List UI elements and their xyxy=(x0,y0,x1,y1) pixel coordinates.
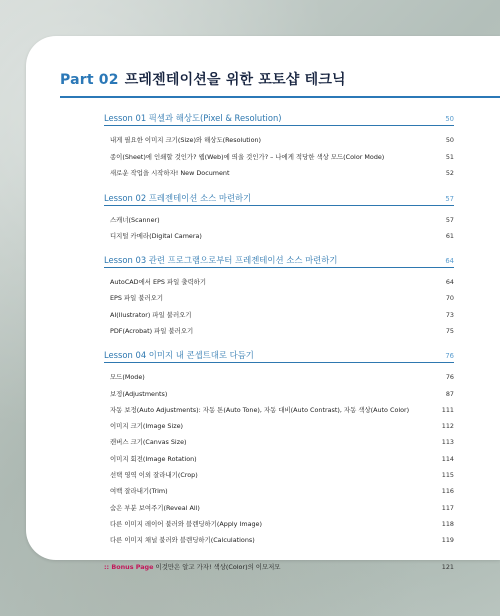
lesson-page: 57 xyxy=(445,194,454,203)
entry-page: 119 xyxy=(441,536,454,545)
toc-entry[interactable] xyxy=(110,532,454,548)
lesson-title: Lesson 03 관련 프로그램으로부터 프레젠테이션 소스 마련하기 xyxy=(104,255,338,266)
lesson-04 xyxy=(104,349,454,548)
lesson-title: Lesson 02 프레젠테이션 소스 마련하기 xyxy=(104,192,252,203)
entry-page: 117 xyxy=(441,503,454,512)
entry-page: 112 xyxy=(441,422,454,431)
toc-entry[interactable] xyxy=(110,467,454,483)
entry-label: PDF(Acrobat) 파일 불러오기 xyxy=(110,326,194,335)
toc-entry[interactable] xyxy=(110,386,454,402)
entry-page: 70 xyxy=(445,294,454,303)
entry-page: 61 xyxy=(445,231,454,240)
toc-entry[interactable] xyxy=(110,228,454,244)
toc-entry[interactable] xyxy=(110,418,454,434)
entry-page: 73 xyxy=(445,310,454,319)
entry-page: 50 xyxy=(445,136,454,144)
toc-entry[interactable] xyxy=(110,402,454,418)
toc-entry[interactable] xyxy=(110,451,454,467)
lesson-page: 64 xyxy=(445,257,454,266)
entry-label: 선택 영역 이외 잘라내기(Crop) xyxy=(110,471,198,480)
entry-label: 자동 보정(Auto Adjustments): 자동 톤(Auto Tone), 자동 대비(Auto Contrast), 자동 색상(Auto Color) xyxy=(110,405,410,414)
entry-label: 여백 잘라내기(Trim) xyxy=(110,487,168,496)
entry-page: 118 xyxy=(441,519,454,528)
entry-page: 52 xyxy=(445,169,454,177)
bonus-label: 이것만은 알고 가자! 색상(Color)의 이모저모 xyxy=(155,562,281,571)
toc-entry[interactable] xyxy=(110,274,454,290)
entry-page: 51 xyxy=(445,152,454,161)
entry-label: 모드(Mode) xyxy=(110,373,145,382)
entry-label: AI(Ilustrator) 파일 불러오기 xyxy=(110,310,192,319)
entry-label: 이미지 회전(Image Rotation) xyxy=(110,454,197,463)
toc-entry[interactable] xyxy=(110,500,454,516)
entry-label: 보정(Adjustments) xyxy=(110,389,168,398)
lesson-01 xyxy=(104,112,454,182)
toc-entry[interactable] xyxy=(110,132,454,149)
toc-entry[interactable] xyxy=(110,307,454,323)
entry-page: 113 xyxy=(441,438,454,447)
toc-entry[interactable] xyxy=(110,516,454,532)
entry-page: 114 xyxy=(441,454,454,463)
toc-entry[interactable] xyxy=(110,323,454,339)
entry-label: 새로운 작업을 시작하자! New Document xyxy=(110,169,230,177)
entry-page: 64 xyxy=(445,278,454,287)
entry-page: 76 xyxy=(445,373,454,382)
entry-page: 87 xyxy=(445,389,454,398)
toc-entry[interactable] xyxy=(110,290,454,306)
toc-entry[interactable] xyxy=(110,369,454,385)
lesson-page: 76 xyxy=(445,352,454,361)
entry-page: 115 xyxy=(441,471,454,480)
toc-entry[interactable] xyxy=(110,434,454,450)
toc-entry[interactable] xyxy=(110,149,454,166)
entry-label: AutoCAD에서 EPS 파일 출력하기 xyxy=(110,278,207,287)
entry-label: 캔버스 크기(Canvas Size) xyxy=(110,438,187,447)
title-rule xyxy=(60,96,500,98)
lesson-heading[interactable] xyxy=(104,192,454,206)
lesson-heading[interactable] xyxy=(104,112,454,126)
entry-label: 숨은 부분 보여주기(Reveal All) xyxy=(110,503,200,512)
toc-page xyxy=(26,36,500,571)
toc-entry[interactable] xyxy=(110,483,454,499)
lesson-title: Lesson 01 픽셀과 해상도(Pixel & Resolution) xyxy=(104,113,282,123)
lesson-heading[interactable] xyxy=(104,254,454,268)
toc-entry[interactable] xyxy=(110,165,454,182)
lesson-title: Lesson 04 이미지 내 콘셉트대로 다듬기 xyxy=(104,350,254,361)
lesson-heading[interactable] xyxy=(104,349,454,363)
entry-page: 75 xyxy=(445,326,454,335)
entry-label: 이미지 크기(Image Size) xyxy=(110,422,184,431)
bonus-tag: :: Bonus Page xyxy=(104,562,154,571)
entry-label: 내게 필요한 이미지 크기(Size)와 해상도(Resolution) xyxy=(110,136,262,144)
part-title xyxy=(60,69,480,89)
bonus-page: 121 xyxy=(441,562,454,571)
entry-label: 스캐너(Scanner) xyxy=(110,215,160,224)
toc-entry[interactable] xyxy=(110,212,454,228)
entry-label: 종이(Sheet)에 인쇄할 것인가? 웹(Web)에 띄울 것인가? – 나에게 적당한 색상 모드(Color Mode) xyxy=(110,152,385,161)
entry-label: 디지털 카메라(Digital Camera) xyxy=(110,231,202,240)
entry-page: 116 xyxy=(441,487,454,496)
lesson-02 xyxy=(104,192,454,245)
entry-label: EPS 파일 불러오기 xyxy=(110,294,164,303)
part-number: Part 02 xyxy=(60,72,119,88)
entry-page: 111 xyxy=(441,405,454,414)
entry-page: 57 xyxy=(445,215,454,224)
entry-label: 다른 이미지 레이어 불러와 블렌딩하기(Apply Image) xyxy=(110,519,262,528)
lesson-03 xyxy=(104,254,454,339)
lesson-page: 50 xyxy=(445,115,454,123)
table-of-contents xyxy=(104,112,454,575)
part-title-text: 프레젠테이션을 위한 포토샵 테크닉 xyxy=(124,72,346,88)
bonus-entry[interactable] xyxy=(104,559,454,575)
entry-label: 다른 이미지 채널 불러와 블렌딩하기(Calculations) xyxy=(110,536,255,545)
